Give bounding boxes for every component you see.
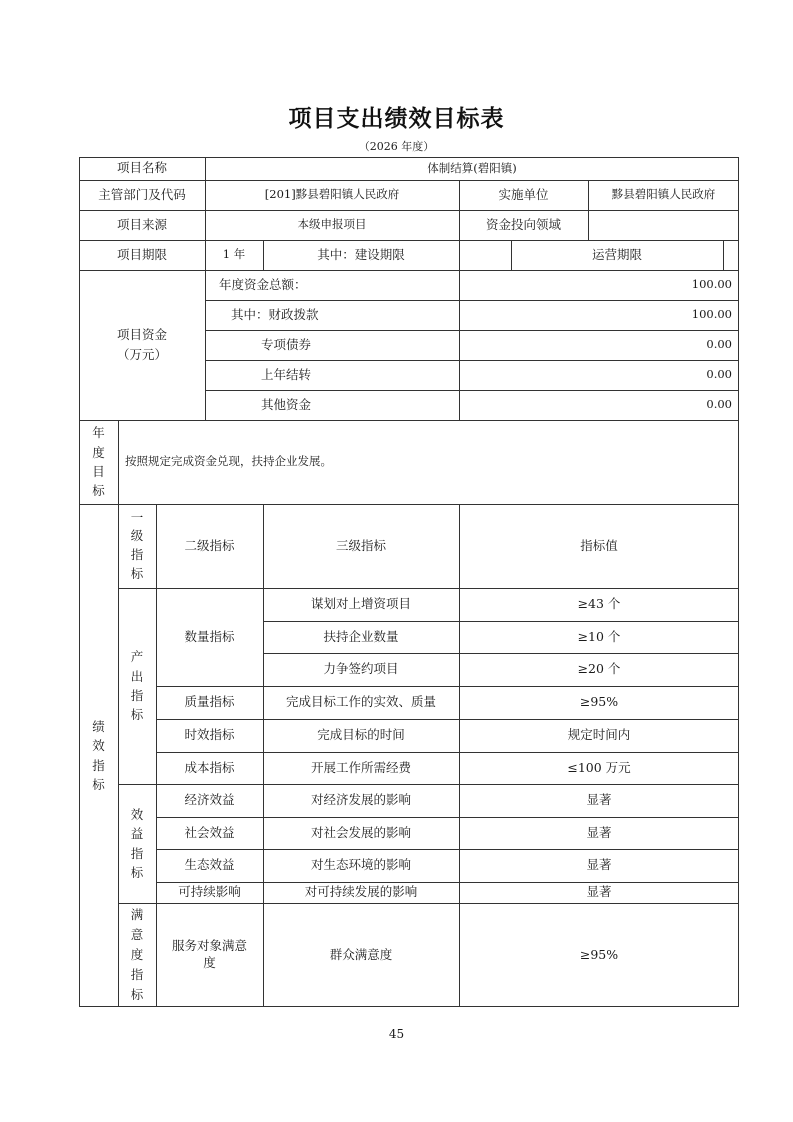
indicator-name: 对生态环境的影响 [310, 857, 411, 873]
project-name-label: 项目名称 [116, 160, 167, 176]
label-char: 标 [92, 483, 105, 499]
benefit-level2: 生态效益 [184, 857, 235, 873]
label-char: 一 [130, 509, 144, 525]
label-char: 标 [92, 776, 105, 792]
page-number: 45 [388, 1027, 405, 1041]
page-title: 项目支出绩效目标表 [288, 106, 505, 132]
indicator-value: ≥10 个 [577, 628, 621, 644]
indicator-name: 谋划对上增资项目 [310, 596, 411, 612]
quality-indicator-label: 质量指标 [184, 694, 235, 710]
fund-row-value: 0.00 [706, 397, 732, 412]
period-label: 项目期限 [116, 246, 167, 262]
indicator-name: 力争签约项目 [323, 661, 399, 677]
build-period-value [459, 240, 511, 270]
header-level3: 三级指标 [335, 537, 386, 553]
funds-label [79, 270, 205, 420]
benefit-level2: 可持续影响 [178, 884, 241, 900]
indicator-name: 开展工作所需经费 [310, 759, 411, 775]
indicator-name: 对经济发展的影响 [310, 792, 411, 808]
fund-row-label: 专项债券 [261, 336, 312, 352]
header-value: 指标值 [580, 537, 618, 553]
indicator-value: ≥95% [579, 946, 619, 962]
fund-row-label: 其他资金 [261, 396, 312, 412]
indicator-name: 完成目标工作的实效、质量 [285, 694, 436, 710]
label-char: 绩 [92, 718, 105, 734]
quantity-indicator-label: 数量指标 [184, 628, 235, 644]
fund-row-value: 100.00 [691, 307, 732, 322]
label-char: 益 [130, 826, 144, 842]
cost-indicator-label: 成本指标 [184, 759, 235, 775]
fund-row-label: 其中：财政拨款 [231, 306, 319, 322]
label-char: 度 [92, 444, 105, 460]
label-char: 标 [130, 707, 144, 723]
indicator-value: ≥20 个 [577, 661, 621, 677]
indicator-name: 对社会发展的影响 [310, 824, 411, 840]
label-char: 意 [130, 927, 144, 942]
indicator-value: 显著 [586, 857, 612, 873]
label-char: 指 [130, 688, 144, 703]
fund-row-label: 年度资金总额： [219, 276, 307, 292]
satisfaction-indicator-label [118, 903, 156, 1007]
label-char: 满 [130, 907, 144, 922]
operate-period-label: 运营期限 [591, 246, 642, 262]
timeliness-indicator-label: 时效指标 [184, 727, 235, 743]
invest-field-label: 资金投向领域 [485, 216, 561, 232]
impl-unit-label: 实施单位 [498, 186, 549, 202]
dept-label: 主管部门及代码 [98, 186, 186, 202]
label-char: 指 [92, 757, 105, 773]
indicator-value: ≥95% [579, 694, 619, 710]
label-char: 产 [130, 649, 144, 665]
label-char: 标 [130, 565, 144, 581]
dept-value: [201]黟县碧阳镇人民政府 [264, 187, 400, 202]
label-char: 目 [92, 464, 105, 479]
label-char: 标 [130, 864, 144, 880]
benefit-level2: 经济效益 [184, 792, 235, 808]
label-char: 出 [130, 668, 144, 684]
indicator-value: 显著 [586, 884, 612, 900]
funds-label-line1: 项目资金 [116, 327, 167, 342]
header-level1 [118, 504, 156, 588]
period-value: 1 年 [222, 247, 246, 262]
year-subtitle: （2026 年度） [358, 140, 435, 153]
label-char: 年 [92, 425, 105, 441]
indicator-value: 显著 [586, 792, 612, 808]
satisfaction-level2: 服务对象满意度 [171, 938, 247, 970]
source-value: 本级申报项目 [297, 217, 367, 232]
benefit-level2: 社会效益 [184, 824, 235, 840]
indicator-value: ≤100 万元 [567, 759, 631, 775]
label-char: 度 [130, 947, 144, 962]
label-char: 指 [130, 967, 144, 982]
annual-goal-text: 按照规定完成资金兑现，扶持企业发展。 [125, 454, 332, 469]
indicator-name: 完成目标的时间 [317, 727, 405, 743]
fund-row-label: 上年结转 [261, 366, 312, 382]
funds-label-line2: （万元） [116, 347, 167, 362]
benefit-indicator-label [118, 784, 156, 903]
indicator-name: 群众满意度 [329, 946, 393, 962]
label-char: 效 [130, 806, 144, 822]
fund-row-value: 0.00 [706, 367, 732, 382]
indicator-value: 规定时间内 [567, 727, 631, 743]
annual-goal-label [79, 420, 118, 504]
build-period-label: 其中：建设期限 [317, 246, 405, 262]
indicator-value: ≥43 个 [577, 596, 621, 612]
label-char: 级 [130, 528, 144, 544]
indicator-value: 显著 [586, 824, 612, 840]
label-char: 指 [130, 547, 144, 562]
fund-row-value: 0.00 [706, 337, 732, 352]
impl-unit-value: 黟县碧阳镇人民政府 [611, 187, 716, 202]
output-indicator-label [118, 588, 156, 784]
invest-field-value [588, 210, 739, 240]
source-label: 项目来源 [116, 216, 167, 232]
fund-row-value: 100.00 [691, 277, 732, 292]
performance-label [79, 504, 118, 1007]
label-char: 指 [130, 845, 144, 861]
header-level2: 二级指标 [184, 537, 235, 553]
operate-period-value [723, 240, 739, 270]
indicator-name: 对可持续发展的影响 [304, 884, 418, 900]
project-name-value: 体制结算(碧阳镇) [427, 160, 517, 175]
indicator-name: 扶持企业数量 [323, 628, 399, 644]
label-char: 标 [130, 987, 144, 1002]
label-char: 效 [92, 738, 105, 754]
